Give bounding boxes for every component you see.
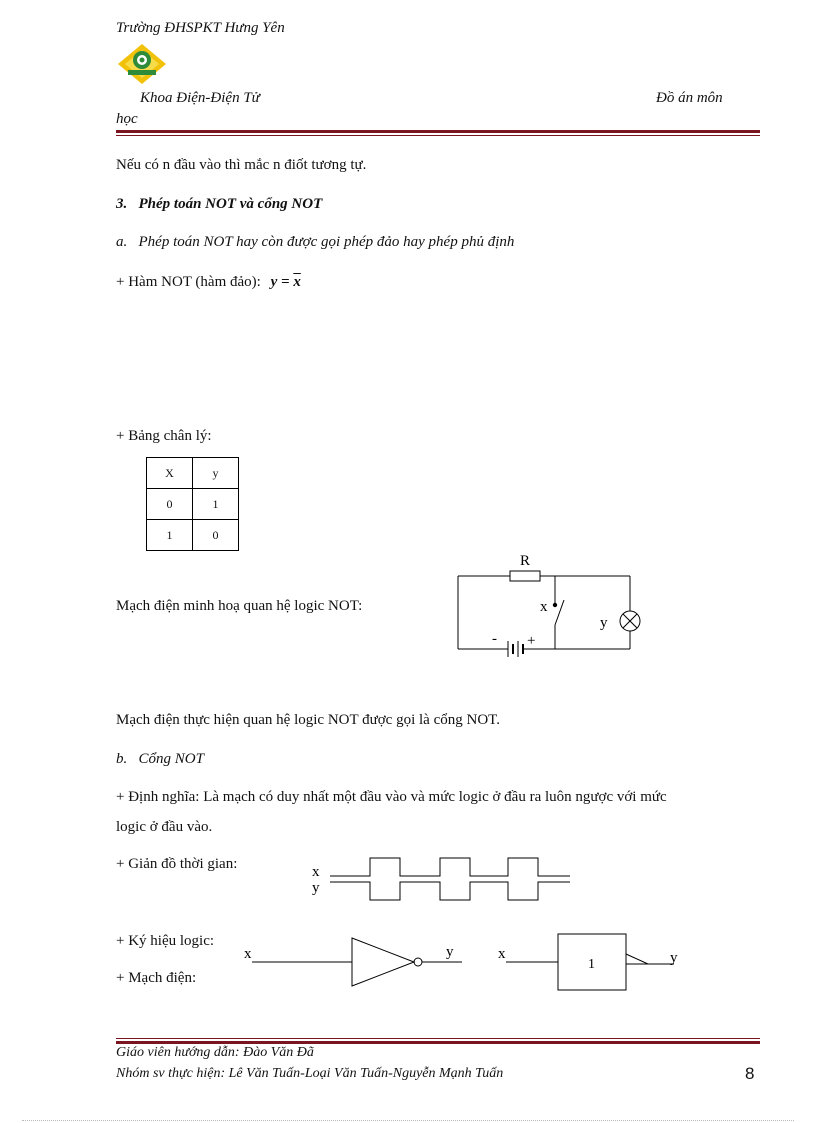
- table-cell: 1: [193, 489, 239, 520]
- timing-label-y: y: [312, 880, 320, 896]
- not-circuit-diagram: [450, 545, 650, 665]
- truth-table-header-row: [147, 458, 239, 489]
- not-triangle: [352, 938, 414, 986]
- not-formula: [271, 274, 301, 290]
- footer-rule-thin: [116, 1038, 760, 1039]
- header-rule-thick: [116, 130, 760, 133]
- page-number: 8: [745, 1064, 755, 1083]
- subheading-a: [116, 234, 514, 251]
- subheading-b-title: Cổng NOT: [138, 751, 204, 767]
- section-number: 3.: [116, 196, 128, 212]
- inversion-flag: [626, 954, 648, 964]
- subheading-a-title: Phép toán NOT hay còn được gọi phép đảo hay phép phủ định: [138, 234, 515, 250]
- formula-eq: =: [281, 274, 290, 290]
- not-gate-symbol: [240, 928, 470, 992]
- label-r: R: [520, 553, 531, 569]
- waveform-x: [330, 858, 570, 876]
- battery-minus: -: [492, 631, 497, 647]
- truth-table: [146, 457, 239, 551]
- timing-label: + Giản đồ thời gian:: [116, 856, 238, 872]
- truth-table-header: X: [147, 458, 193, 489]
- project-title-cont: học: [116, 111, 138, 127]
- logic-symbol-label: + Ký hiệu logic:: [116, 933, 215, 949]
- footer-teacher: Giáo viên hướng dẫn: Đào Văn Đã: [116, 1045, 314, 1060]
- faculty-name: Khoa Điện-Điện Tử: [140, 90, 260, 106]
- not-function-label: + Hàm NOT (hàm đảo):: [116, 274, 261, 290]
- project-title: Đồ án môn: [656, 90, 723, 106]
- symbol-y-label: y: [446, 944, 454, 960]
- symbol-x-label: x: [244, 946, 252, 962]
- timing-diagram: [308, 852, 574, 902]
- circuit-label: Mạch điện minh hoạ quan hệ logic NOT:: [116, 598, 363, 614]
- label-y: y: [600, 615, 608, 631]
- label-x: x: [540, 599, 548, 615]
- table-cell: 0: [147, 489, 193, 520]
- table-row: [147, 489, 239, 520]
- box-label: 1: [588, 957, 595, 972]
- paragraph-not-gate: Mạch điện thực hiện quan hệ logic NOT được gọi là cổng NOT.: [116, 712, 500, 728]
- subheading-b: [116, 751, 204, 768]
- page-bottom-divider: [22, 1120, 794, 1121]
- formula-y: y: [270, 274, 278, 290]
- truth-table-header: y: [193, 458, 239, 489]
- circuit-implementation-label: + Mạch điện:: [116, 970, 197, 986]
- definition-line-1: + Định nghĩa: Là mạch có duy nhất một đầu vào và mức logic ở đầu ra luôn ngược với mức: [116, 789, 667, 805]
- waveform-y: [330, 882, 570, 900]
- truth-table-label: + Bảng chân lý:: [116, 428, 212, 444]
- section-title: Phép toán NOT và cổng NOT: [138, 196, 323, 212]
- definition-line-2: logic ở đầu vào.: [116, 819, 213, 835]
- footer-rule-thick: [116, 1041, 760, 1044]
- paragraph-n-inputs: Nếu có n đầu vào thì mắc n điốt tương tự.: [116, 157, 367, 173]
- section-heading: [116, 196, 322, 213]
- formula-x-bar: $\overline{x}$: [293, 274, 301, 290]
- table-cell: 1: [147, 520, 193, 551]
- timing-label-x: x: [312, 864, 320, 880]
- footer-group: Nhóm sv thực hiện: Lê Văn Tuấn-Loại Văn Tuấn-Nguyễn Mạnh Tuấn: [116, 1066, 504, 1081]
- not-function-line: [116, 274, 301, 291]
- switch-contact: [553, 603, 557, 607]
- not-gate-box-symbol: [494, 928, 690, 998]
- table-cell: 0: [193, 520, 239, 551]
- header-rule-thin: [116, 135, 760, 136]
- box-y-label: y: [670, 950, 678, 966]
- resistor-symbol: [510, 571, 540, 581]
- box-x-label: x: [498, 946, 506, 962]
- battery-plus: +: [527, 633, 536, 649]
- subheading-b-number: b.: [116, 751, 128, 767]
- table-row: [147, 520, 239, 551]
- school-name: Trường ĐHSPKT Hưng Yên: [116, 20, 285, 36]
- school-logo: [114, 42, 170, 86]
- subheading-a-number: a.: [116, 234, 128, 250]
